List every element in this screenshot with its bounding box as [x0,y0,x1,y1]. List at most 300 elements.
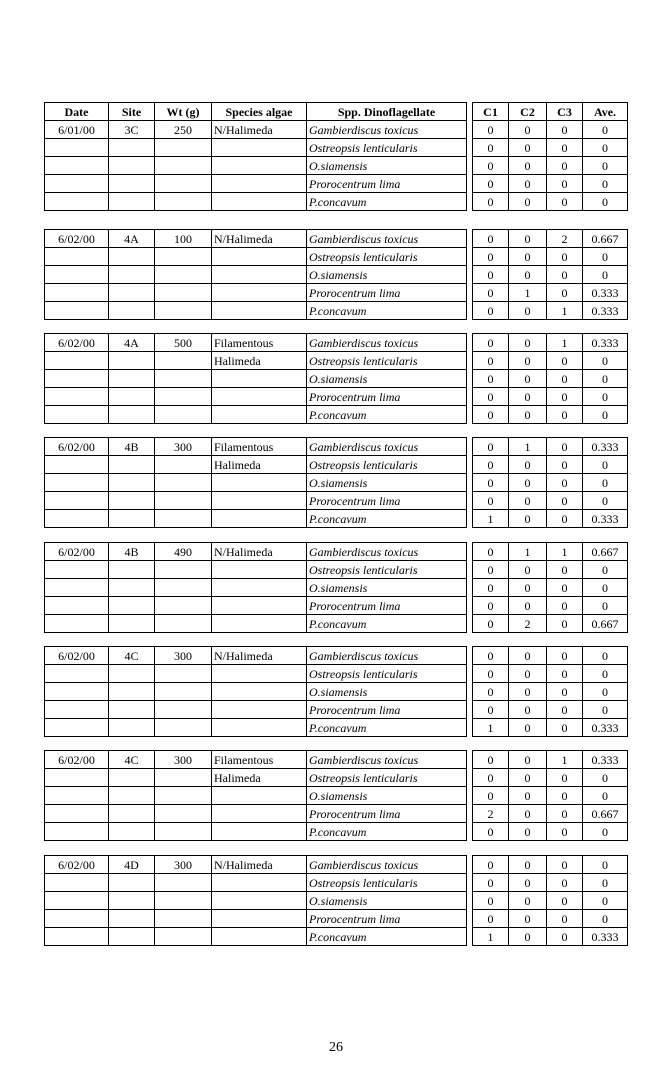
site-cell [109,139,155,157]
c2-cell: 0 [509,597,547,615]
c1-cell: 0 [473,751,509,769]
dinoflagellate-cell: O.siamensis [307,266,467,284]
dinoflagellate-cell: Prorocentrum lima [307,910,467,928]
date-cell [45,561,109,579]
weight-cell [155,266,212,284]
species-algae-cell [212,561,307,579]
dinoflagellate-cell: Prorocentrum lima [307,284,467,302]
c1-cell: 0 [473,665,509,683]
dinoflagellate-cell: P.concavum [307,928,467,946]
dinoflagellate-cell: P.concavum [307,302,467,320]
weight-cell [155,302,212,320]
c1-cell: 0 [473,406,509,424]
c2-cell: 0 [509,823,547,841]
c2-cell: 0 [509,370,547,388]
c3-cell: 0 [547,892,583,910]
table-row [45,579,628,597]
weight-cell [155,370,212,388]
c1-cell: 0 [473,284,509,302]
species-algae-cell: N/Halimeda [212,230,307,248]
c2-cell: 0 [509,928,547,946]
date-cell [45,492,109,510]
date-cell: 6/02/00 [45,334,109,352]
c3-cell: 0 [547,406,583,424]
table-row [45,334,628,352]
site-cell [109,175,155,193]
dinoflagellate-cell: Prorocentrum lima [307,492,467,510]
c2-cell: 0 [509,856,547,874]
average-cell: 0.333 [583,751,628,769]
weight-cell: 300 [155,647,212,665]
c2-cell: 0 [509,352,547,370]
average-cell: 0 [583,352,628,370]
data-block [44,542,628,633]
species-algae-cell [212,248,307,266]
c3-cell: 0 [547,665,583,683]
c1-cell: 0 [473,352,509,370]
dinoflagellate-cell: O.siamensis [307,787,467,805]
date-cell [45,597,109,615]
c1-cell: 0 [473,856,509,874]
c1-cell: 0 [473,874,509,892]
species-algae-cell [212,787,307,805]
site-cell [109,874,155,892]
date-cell [45,193,109,211]
weight-cell [155,456,212,474]
dinoflagellate-cell: Prorocentrum lima [307,175,467,193]
date-cell [45,615,109,633]
table-row [45,910,628,928]
species-algae-cell: Filamentous [212,438,307,456]
species-algae-cell [212,928,307,946]
dinoflagellate-cell: Gambierdiscus toxicus [307,543,467,561]
c3-cell: 0 [547,787,583,805]
site-cell [109,492,155,510]
c3-cell: 0 [547,928,583,946]
c3-cell: 0 [547,248,583,266]
average-cell: 0 [583,787,628,805]
date-cell: 6/01/00 [45,121,109,139]
average-cell: 0 [583,597,628,615]
c1-cell: 0 [473,266,509,284]
dinoflagellate-cell: Gambierdiscus toxicus [307,334,467,352]
weight-cell [155,719,212,737]
date-cell: 6/02/00 [45,751,109,769]
table-row [45,719,628,737]
table-row [45,701,628,719]
average-cell: 0.333 [583,334,628,352]
c3-cell: 0 [547,510,583,528]
site-cell: 4D [109,856,155,874]
species-algae-cell [212,615,307,633]
average-cell: 0 [583,139,628,157]
dinoflagellate-cell: Gambierdiscus toxicus [307,230,467,248]
c1-cell: 0 [473,121,509,139]
dinoflagellate-cell: P.concavum [307,406,467,424]
c2-cell: 0 [509,406,547,424]
site-cell [109,474,155,492]
average-cell: 0 [583,683,628,701]
c2-cell: 0 [509,230,547,248]
date-cell [45,406,109,424]
c3-cell: 0 [547,805,583,823]
average-cell: 0 [583,561,628,579]
site-cell [109,266,155,284]
weight-cell [155,892,212,910]
weight-cell [155,683,212,701]
c1-cell: 0 [473,787,509,805]
table-row [45,388,628,406]
c2-cell: 0 [509,805,547,823]
table-row [45,193,628,211]
average-cell: 0 [583,157,628,175]
average-cell: 0 [583,701,628,719]
c1-cell: 0 [473,370,509,388]
c3-cell: 0 [547,388,583,406]
species-algae-cell [212,597,307,615]
c1-cell: 0 [473,910,509,928]
species-algae-cell [212,510,307,528]
table-row [45,823,628,841]
site-cell [109,910,155,928]
c1-cell: 0 [473,474,509,492]
site-cell [109,597,155,615]
dinoflagellate-cell: P.concavum [307,510,467,528]
average-cell: 0.333 [583,510,628,528]
c2-cell: 1 [509,543,547,561]
table-row [45,615,628,633]
date-header: Date [45,103,109,121]
dinoflagellate-cell: O.siamensis [307,157,467,175]
average-cell: 0 [583,579,628,597]
date-cell [45,701,109,719]
dinoflagellate-cell: Prorocentrum lima [307,597,467,615]
dinoflagellate-cell: Prorocentrum lima [307,701,467,719]
table-row [45,230,628,248]
table-row [45,139,628,157]
site-cell [109,561,155,579]
c1-cell: 0 [473,492,509,510]
c2-cell: 0 [509,492,547,510]
average-cell: 0 [583,193,628,211]
date-cell: 6/02/00 [45,543,109,561]
c2-cell: 0 [509,139,547,157]
c1-cell: 0 [473,334,509,352]
c3-cell: 0 [547,856,583,874]
c3-cell: 0 [547,121,583,139]
date-cell [45,175,109,193]
species-algae-cell [212,874,307,892]
page-number: 26 [329,1040,343,1055]
weight-cell: 490 [155,543,212,561]
average-cell: 0 [583,474,628,492]
average-cell: 0 [583,121,628,139]
weight-cell [155,157,212,175]
table-row [45,928,628,946]
c2-cell: 0 [509,579,547,597]
c2-cell: 1 [509,284,547,302]
weight-cell: 500 [155,334,212,352]
c1-cell: 0 [473,157,509,175]
c2-cell: 0 [509,302,547,320]
date-cell [45,474,109,492]
average-cell: 0 [583,665,628,683]
dinoflagellate-cell: Ostreopsis lenticularis [307,248,467,266]
c2-cell: 0 [509,474,547,492]
species-algae-cell [212,406,307,424]
c3-cell: 0 [547,683,583,701]
site-cell [109,805,155,823]
table-row [45,302,628,320]
species-algae-cell [212,683,307,701]
site-header: Site [109,103,155,121]
average-cell: 0.333 [583,928,628,946]
site-cell: 3C [109,121,155,139]
dinoflagellate-cell: O.siamensis [307,370,467,388]
c2-cell: 0 [509,193,547,211]
c2-cell: 0 [509,787,547,805]
c3-header: C3 [547,103,583,121]
dinoflagellate-cell: O.siamensis [307,579,467,597]
species-algae-cell [212,719,307,737]
dinoflagellate-cell: O.siamensis [307,683,467,701]
dinoflagellate-cell: Ostreopsis lenticularis [307,874,467,892]
weight-cell [155,787,212,805]
table-row [45,769,628,787]
c1-cell: 0 [473,892,509,910]
c3-cell: 1 [547,302,583,320]
dinoflagellate-cell: Prorocentrum lima [307,805,467,823]
table-row [45,561,628,579]
c1-header: C1 [473,103,509,121]
site-cell [109,719,155,737]
site-cell [109,683,155,701]
date-cell: 6/02/00 [45,230,109,248]
table-row [45,787,628,805]
weight-cell [155,769,212,787]
c1-cell: 0 [473,615,509,633]
c2-cell: 0 [509,248,547,266]
c2-cell: 0 [509,388,547,406]
date-cell: 6/02/00 [45,856,109,874]
weight-cell [155,561,212,579]
c2-cell: 0 [509,561,547,579]
c2-cell: 0 [509,665,547,683]
average-cell: 0.667 [583,615,628,633]
c3-cell: 0 [547,352,583,370]
average-cell: 0 [583,823,628,841]
dinoflagellate-cell: Ostreopsis lenticularis [307,352,467,370]
c2-cell: 0 [509,701,547,719]
c3-cell: 2 [547,230,583,248]
date-cell [45,284,109,302]
average-cell: 0 [583,910,628,928]
table-row [45,665,628,683]
c3-cell: 0 [547,579,583,597]
table-row [45,284,628,302]
site-cell [109,928,155,946]
c2-cell: 0 [509,334,547,352]
c1-cell: 1 [473,928,509,946]
species-algae-cell [212,910,307,928]
average-cell: 0.667 [583,805,628,823]
table-row [45,683,628,701]
table-row [45,597,628,615]
weight-cell [155,406,212,424]
table-row [45,647,628,665]
c1-cell: 1 [473,719,509,737]
table-row [45,266,628,284]
average-cell: 0.667 [583,230,628,248]
average-cell: 0 [583,769,628,787]
c3-cell: 0 [547,823,583,841]
site-cell [109,248,155,266]
dinoflagellate-cell: Gambierdiscus toxicus [307,438,467,456]
average-cell: 0.333 [583,438,628,456]
date-cell [45,805,109,823]
species-algae-cell: Halimeda [212,769,307,787]
c1-cell: 0 [473,193,509,211]
site-cell [109,456,155,474]
c1-cell: 0 [473,597,509,615]
dinoflagellate-cell: O.siamensis [307,892,467,910]
c3-cell: 0 [547,719,583,737]
c3-cell: 0 [547,266,583,284]
species-algae-cell [212,388,307,406]
dinoflagellate-cell: P.concavum [307,719,467,737]
weight-cell [155,910,212,928]
date-cell [45,787,109,805]
weight-cell [155,175,212,193]
dinoflagellate-cell: Prorocentrum lima [307,388,467,406]
site-cell: 4A [109,334,155,352]
weight-cell [155,701,212,719]
c1-cell: 0 [473,175,509,193]
c3-cell: 0 [547,647,583,665]
table-row [45,248,628,266]
average-cell: 0.333 [583,302,628,320]
dinoflagellate-cell: P.concavum [307,193,467,211]
c1-cell: 0 [473,647,509,665]
site-cell: 4A [109,230,155,248]
weight-cell [155,597,212,615]
c3-cell: 0 [547,874,583,892]
species-algae-cell [212,823,307,841]
species-algae-cell [212,284,307,302]
c2-cell: 0 [509,751,547,769]
species-algae-cell: Filamentous [212,751,307,769]
table-row [45,456,628,474]
site-cell [109,665,155,683]
table-row [45,492,628,510]
species-algae-cell: N/Halimeda [212,543,307,561]
table-row [45,856,628,874]
weight-cell [155,823,212,841]
table-row [45,510,628,528]
c3-cell: 0 [547,492,583,510]
weight-cell [155,665,212,683]
table-row [45,406,628,424]
c1-cell: 0 [473,543,509,561]
site-cell [109,892,155,910]
site-cell: 4C [109,647,155,665]
table-row [45,874,628,892]
c2-cell: 0 [509,769,547,787]
weight-cell: 300 [155,438,212,456]
average-cell: 0 [583,406,628,424]
date-cell [45,157,109,175]
site-cell [109,157,155,175]
dinoflagellate-cell: Ostreopsis lenticularis [307,139,467,157]
species-algae-cell [212,370,307,388]
species-algae-cell [212,139,307,157]
c3-cell: 1 [547,334,583,352]
species-algae-header: Species algae [212,103,307,121]
average-cell: 0 [583,175,628,193]
date-cell [45,456,109,474]
average-cell: 0 [583,456,628,474]
c2-cell: 0 [509,719,547,737]
c1-cell: 0 [473,230,509,248]
c3-cell: 0 [547,370,583,388]
weight-cell [155,388,212,406]
species-algae-cell [212,579,307,597]
average-cell: 0 [583,248,628,266]
table-row [45,892,628,910]
species-algae-cell [212,892,307,910]
average-cell: 0 [583,874,628,892]
average-cell: 0 [583,492,628,510]
species-algae-cell: Halimeda [212,352,307,370]
species-algae-cell: N/Halimeda [212,121,307,139]
c1-cell: 0 [473,769,509,787]
species-algae-cell [212,492,307,510]
c1-cell: 0 [473,683,509,701]
date-cell [45,510,109,528]
date-cell [45,370,109,388]
c3-cell: 0 [547,615,583,633]
weight-cell [155,510,212,528]
dinoflagellate-cell: Gambierdiscus toxicus [307,856,467,874]
c2-cell: 0 [509,892,547,910]
average-cell: 0.667 [583,543,628,561]
c3-cell: 0 [547,910,583,928]
table-row [45,370,628,388]
site-cell [109,352,155,370]
data-block [44,437,628,528]
site-cell [109,284,155,302]
site-cell [109,388,155,406]
weight-cell: 250 [155,121,212,139]
average-cell: 0.333 [583,284,628,302]
dinoflagellate-cell: Ostreopsis lenticularis [307,456,467,474]
weight-cell [155,492,212,510]
weight-cell [155,139,212,157]
date-cell [45,579,109,597]
site-cell: 4B [109,543,155,561]
site-cell [109,769,155,787]
average-cell: 0 [583,892,628,910]
site-cell: 4C [109,751,155,769]
table-row [45,543,628,561]
c2-cell: 0 [509,266,547,284]
date-cell [45,874,109,892]
dinoflagellate-cell: O.siamensis [307,474,467,492]
c2-cell: 0 [509,874,547,892]
c1-cell: 0 [473,456,509,474]
weight-header: Wt (g) [155,103,212,121]
date-cell: 6/02/00 [45,647,109,665]
